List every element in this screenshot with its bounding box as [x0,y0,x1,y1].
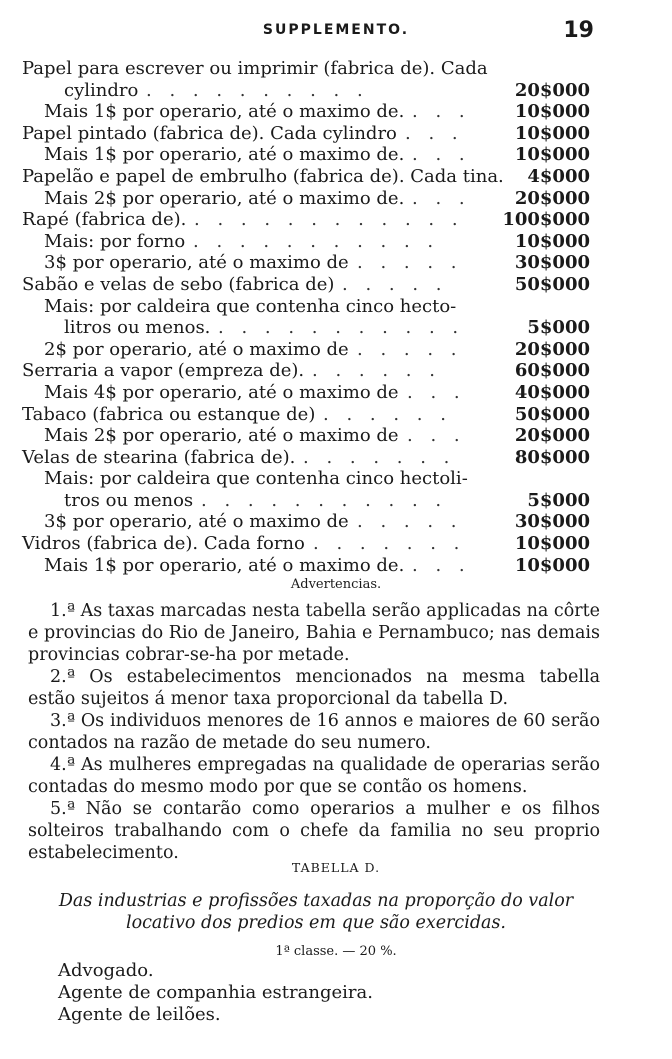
leader-dots: . . . . . [342,273,448,295]
row-value: 5$000 [527,317,590,339]
row-label: Vidros (fabrica de). Cada forno [22,533,305,555]
leader-dots: . . . [412,554,471,576]
row-value: 50$000 [514,403,590,425]
leader-dots: . . . . . . . . . . [146,79,369,101]
leader-dots: . . . . . . [312,360,441,382]
table-row [0,490,672,512]
row-label: Mais 2$ por operario, até o maximo de [44,425,399,447]
page-header [0,20,672,44]
table-row [0,209,672,231]
table-row [0,555,672,577]
advertencia-note: 1.ª As taxas marcadas nesta tabella serão applicadas na côrte e provincias do Rio de Janeiro, Bahia e Pernambuco; nas demais provincias cobrar-se-ha por metade. [28,601,600,665]
row-value: 20$000 [514,187,590,209]
row-value: 10$000 [514,230,590,252]
leader-dots: . . . . . . . [303,446,456,468]
row-label: Mais: por forno [44,230,186,252]
leader-dots: . . . . . . . . . . . [201,489,448,511]
leader-dots: . . . . . . . [313,533,466,555]
page-number: 19 [563,18,594,43]
row-label: Mais: por caldeira que contenha cinco hecto- [44,295,457,317]
row-value: 30$000 [514,252,590,274]
profession-item: Advogado. [58,960,154,981]
table-row [0,339,672,361]
leader-dots: . . . [407,425,466,447]
row-label: tros ou menos [64,489,194,511]
leader-dots: . . . . . . . . . . . [218,317,465,339]
row-label: Mais 1$ por operario, até o maximo de. [44,554,405,576]
row-label: Mais 1$ por operario, até o maximo de. [44,101,405,123]
table-row [0,144,672,166]
table-row [0,123,672,145]
leader-dots: . . . . . . . . . . . [193,230,440,252]
leader-dots: . . . [412,101,471,123]
leader-dots: . . . [407,381,466,403]
table-row [0,468,672,490]
row-value: 5$000 [527,489,590,511]
table-row [0,317,672,339]
row-value: 10$000 [514,144,590,166]
row-value: 50$000 [514,273,590,295]
table-row [0,404,672,426]
table-row [0,101,672,123]
leader-dots: . . . . . [357,511,463,533]
table-row [0,58,672,80]
profession-item: Agente de companhia estrangeira. [58,982,373,1003]
row-value: 10$000 [514,533,590,555]
table-row [0,511,672,533]
row-value: 4$000 [527,165,590,187]
row-value: 20$000 [514,425,590,447]
table-row [0,382,672,404]
row-value: 10$000 [514,554,590,576]
row-value: 20$000 [514,338,590,360]
advertencia-note: 4.ª As mulheres empregadas na qualidade de operarias serão contadas do mesmo modo por que se contão os homens. [28,755,600,797]
row-label: litros ou menos. [64,317,211,339]
table-row [0,533,672,555]
row-label: Serraria a vapor (empreza de). [22,360,305,382]
tax-table [0,58,672,576]
leader-dots: . . . [412,187,471,209]
row-value: 10$000 [514,122,590,144]
row-label: 3$ por operario, até o maximo de [44,511,349,533]
table-row [0,231,672,253]
row-value: 30$000 [514,511,590,533]
row-label: Mais 4$ por operario, até o maximo de [44,381,399,403]
row-value: 20$000 [514,79,590,101]
table-row [0,425,672,447]
advertencia-note: 2.ª Os estabelecimentos mencionados na mesma tabella estão sujeitos á menor taxa proporcional da tabella D. [28,667,600,709]
classe-heading: 1ª classe. — 20 %. [275,944,397,959]
row-label: Mais 1$ por operario, até o maximo de. [44,144,405,166]
row-label: Rapé (fabrica de). [22,209,187,231]
table-row [0,80,672,102]
row-label: 2$ por operario, até o maximo de [44,338,349,360]
row-value: 10$000 [514,101,590,123]
row-label: Papel para escrever ou imprimir (fabrica de). Cada [22,58,488,79]
row-label: Papel pintado (fabrica de). Cada cylindro [22,122,397,144]
row-label: Tabaco (fabrica ou estanque de) [22,403,316,425]
row-label: Mais: por caldeira que contenha cinco hectoli- [44,468,468,490]
table-row [0,447,672,469]
leader-dots: . . . . . . . . . . . . [194,209,464,231]
row-value: 100$000 [502,209,590,231]
advertencias-heading: Advertencias. [290,577,382,592]
row-label: Mais 2$ por operario, até o maximo de. [44,187,405,209]
row-label: Papelão e papel de embrulho (fabrica de). Cada tina. [22,165,504,187]
advertencia-note: 5.ª Não se contarão como operarios a mulher e os filhos solteiros trabalhando com o chefe da familia no seu proprio estabelecimento. [28,799,600,863]
tabella-d-subtitle: Das industrias e profissões taxadas na proporção do valor locativo dos predios em que são exercidas. [58,891,574,933]
advertencia-note: 3.ª Os individuos menores de 16 annos e maiores de 60 serão contados na razão de metade do seu numero. [28,711,600,753]
table-row [0,274,672,296]
table-row [0,252,672,274]
profession-item: Agente de leilões. [58,1004,221,1025]
running-title: SUPPLEMENTO. [262,22,410,38]
table-row [0,188,672,210]
leader-dots: . . . [412,144,471,166]
leader-dots: . . . . . [357,252,463,274]
leader-dots: . . . . . . [323,403,452,425]
table-row [0,360,672,382]
row-value: 80$000 [514,446,590,468]
row-label: cylindro [64,79,139,101]
table-row [0,166,672,188]
leader-dots: . . . [405,122,464,144]
profession-list [58,960,373,1026]
row-label: Sabão e velas de sebo (fabrica de) [22,273,335,295]
row-value: 60$000 [514,360,590,382]
row-label: Velas de stearina (fabrica de). [22,446,296,468]
row-value: 40$000 [514,381,590,403]
tabella-d-heading: TABELLA D. [291,860,381,875]
leader-dots: . . . . . [357,338,463,360]
advertencias-notes [28,600,600,864]
table-row [0,296,672,318]
row-label: 3$ por operario, até o maximo de [44,252,349,274]
